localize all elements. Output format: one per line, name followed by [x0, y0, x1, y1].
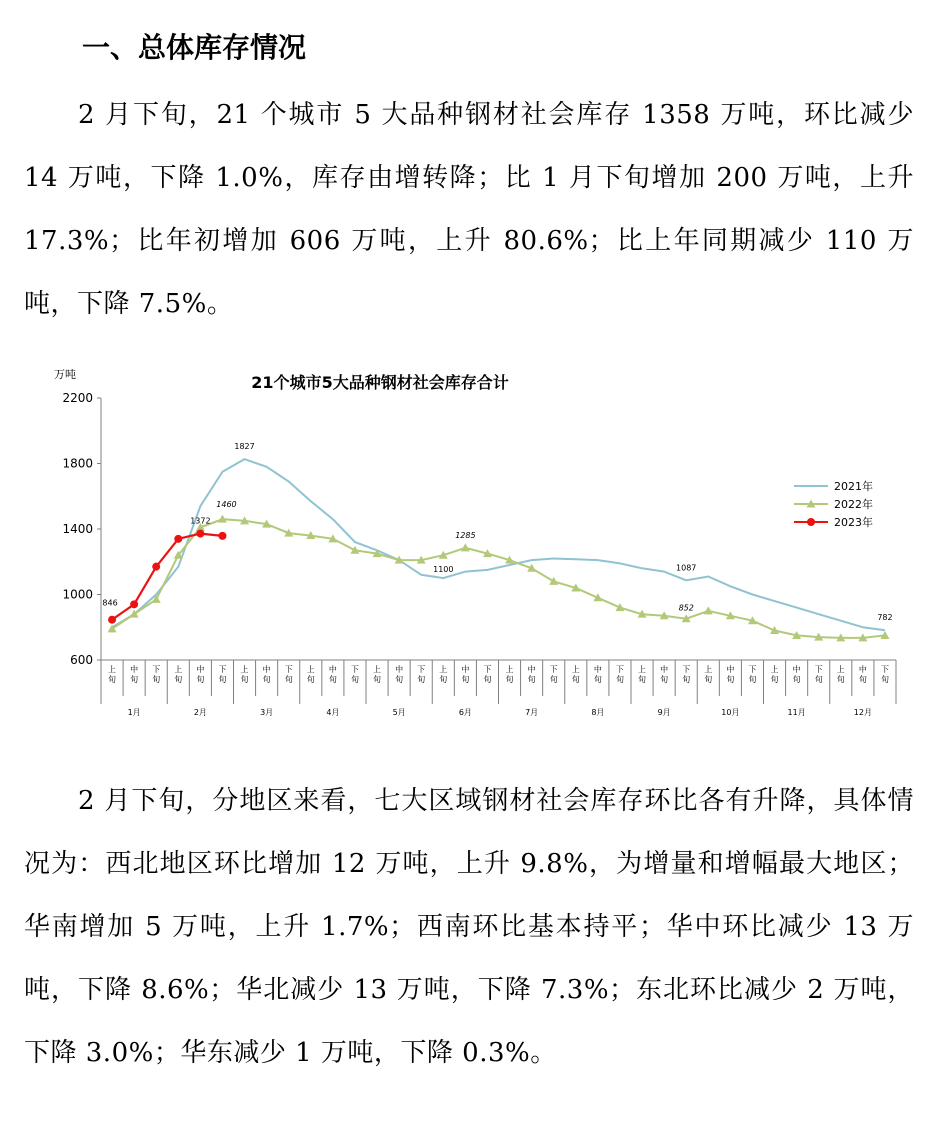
x-tick-label-period-char: 下	[615, 665, 624, 674]
chart-svg	[40, 360, 904, 732]
x-tick-label-period-char: 旬	[284, 675, 293, 684]
x-tick-label-period-char: 旬	[218, 675, 227, 684]
data-label: 782	[877, 613, 893, 623]
x-tick-label-period-char: 中	[792, 665, 801, 674]
x-tick-label-period-char: 旬	[350, 675, 359, 684]
x-tick-label-period-char: 中	[196, 665, 205, 674]
y-tick-label: 1800	[62, 456, 93, 471]
x-tick-label-period-char: 中	[395, 665, 404, 674]
x-tick-label-period-char: 上	[174, 665, 183, 674]
data-label: 846	[102, 598, 118, 608]
x-tick-label-period-char: 上	[240, 665, 249, 674]
x-tick-label-period-char: 下	[880, 665, 889, 674]
data-label: 852	[678, 603, 694, 613]
data-label: 1100	[433, 565, 454, 575]
x-tick-label-period-char: 旬	[328, 675, 337, 684]
x-tick-label-period-char: 旬	[196, 675, 205, 684]
x-tick-label-period-char: 旬	[814, 675, 823, 684]
x-tick-label-period-char: 中	[726, 665, 735, 674]
series-point-triangle	[549, 577, 558, 585]
paragraph-total-inventory: 2 月下旬，21 个城市 5 大品种钢材社会库存 1358 万吨，环比减少 14 万吨，下降 1.0%，库存由增转降；比 1 月下旬增加 200 万吨，上升 17.3%；比年初增加 606 万吨，上升 80.6%；比上年同期减少 110 万吨，下降 7.5%。	[24, 100, 914, 319]
x-tick-label-period-char: 旬	[880, 675, 889, 684]
x-tick-label-period-char: 中	[858, 665, 867, 674]
x-tick-label-period-char: 上	[704, 665, 713, 674]
x-tick-label-month: 1月	[127, 708, 141, 717]
x-tick-label-month: 12月	[853, 708, 872, 717]
x-tick-label-period-char: 旬	[593, 675, 602, 684]
x-tick-label-period-char: 旬	[571, 675, 580, 684]
series-line-1	[112, 516, 885, 638]
x-tick-label-month: 6月	[458, 708, 472, 717]
x-tick-label-period-char: 中	[527, 665, 536, 674]
x-tick-label-period-char: 旬	[858, 675, 867, 684]
x-tick-label-period-char: 下	[682, 665, 691, 674]
x-tick-label-period-char: 旬	[549, 675, 558, 684]
x-tick-label-period-char: 下	[350, 665, 359, 674]
x-tick-label-period-char: 旬	[615, 675, 624, 684]
x-tick-label-period-char: 旬	[748, 675, 757, 684]
x-tick-label-period-char: 下	[549, 665, 558, 674]
x-tick-label-period-char: 旬	[373, 675, 382, 684]
x-tick-label-period-char: 中	[262, 665, 271, 674]
x-tick-label-period-char: 旬	[174, 675, 183, 684]
series-point-triangle	[461, 543, 470, 551]
data-label: 1285	[455, 530, 476, 540]
x-tick-label-period-char: 旬	[682, 675, 691, 684]
series-line-0	[112, 459, 885, 630]
x-tick-label-period-char: 旬	[152, 675, 161, 684]
x-tick-label-period-char: 下	[417, 665, 426, 674]
x-tick-label-period-char: 上	[505, 665, 514, 674]
x-tick-label-period-char: 中	[593, 665, 602, 674]
x-tick-label-period-char: 旬	[306, 675, 315, 684]
x-tick-label-month: 8月	[591, 708, 605, 717]
chart-canvas	[40, 360, 904, 732]
x-tick-label-period-char: 上	[836, 665, 845, 674]
x-tick-label-period-char: 中	[461, 665, 470, 674]
x-tick-label-period-char: 中	[130, 665, 139, 674]
x-tick-label-period-char: 旬	[240, 675, 249, 684]
y-axis-unit: 万吨	[54, 368, 76, 381]
data-label: 1827	[234, 442, 255, 452]
x-tick-label-period-char: 下	[284, 665, 293, 674]
x-tick-label-month: 2月	[193, 708, 207, 717]
inventory-line-chart	[40, 360, 904, 732]
x-tick-label-period-char: 下	[483, 665, 492, 674]
x-tick-label-period-char: 旬	[262, 675, 271, 684]
x-tick-label-period-char: 上	[373, 665, 382, 674]
x-tick-label-period-char: 下	[218, 665, 227, 674]
x-tick-label-period-char: 旬	[395, 675, 404, 684]
x-tick-label-month: 5月	[392, 708, 406, 717]
x-tick-label-period-char: 下	[814, 665, 823, 674]
data-label: 1372	[190, 516, 211, 526]
data-label: 1460	[216, 500, 237, 510]
legend-label: 2021年	[834, 480, 873, 493]
x-tick-label-period-char: 旬	[461, 675, 470, 684]
x-tick-label-period-char: 旬	[704, 675, 713, 684]
legend-label: 2022年	[834, 498, 873, 511]
chart-title: 21个城市5大品种钢材社会库存合计	[251, 373, 509, 392]
y-tick-label: 1000	[62, 587, 93, 602]
x-tick-label-month: 4月	[326, 708, 340, 717]
x-tick-label-period-char: 旬	[660, 675, 669, 684]
series-point-triangle	[704, 606, 713, 614]
x-tick-label-month: 9月	[657, 708, 671, 717]
series-point-circle	[130, 600, 138, 608]
x-tick-label-month: 10月	[721, 708, 740, 717]
x-tick-label-period-char: 上	[638, 665, 647, 674]
y-tick-label: 1400	[62, 522, 93, 536]
x-tick-label-period-char: 旬	[483, 675, 492, 684]
series-point-circle	[108, 616, 116, 624]
series-point-circle	[196, 530, 204, 538]
x-tick-label-period-char: 旬	[439, 675, 448, 684]
x-tick-label-month: 3月	[260, 708, 274, 717]
series-point-circle	[218, 532, 226, 540]
section-heading: 一、总体库存情况	[82, 31, 307, 64]
x-tick-label-period-char: 旬	[417, 675, 426, 684]
x-tick-label-period-char: 旬	[770, 675, 779, 684]
x-tick-label-month: 7月	[525, 708, 539, 717]
x-tick-label-period-char: 上	[108, 665, 117, 674]
x-tick-label-period-char: 中	[328, 665, 337, 674]
series-point-circle	[174, 535, 182, 543]
x-tick-label-period-char: 上	[571, 665, 580, 674]
x-tick-label-period-char: 旬	[836, 675, 845, 684]
x-tick-label-period-char: 中	[660, 665, 669, 674]
y-tick-label: 2200	[62, 391, 93, 405]
x-tick-label-period-char: 下	[152, 665, 161, 674]
x-tick-label-period-char: 旬	[108, 675, 117, 684]
x-tick-label-period-char: 上	[439, 665, 448, 674]
paragraph-regional-inventory: 2 月下旬，分地区来看，七大区域钢材社会库存环比各有升降，具体情况为：西北地区环比增加 12 万吨，上升 9.8%，为增量和增幅最大地区；华南增加 5 万吨，上升 1.7%；西南环比基本持平；华中环比减少 13 万吨，下降 8.6%；华北减少 13 万吨，下降 7.3%；东北环比减少 2 万吨，下降 3.0%；华东减少 1 万吨，下降 0.3%。	[24, 786, 914, 1068]
x-tick-label-period-char: 旬	[505, 675, 514, 684]
x-tick-label-period-char: 旬	[130, 675, 139, 684]
x-tick-label-period-char: 上	[770, 665, 779, 674]
legend-swatch-marker	[807, 518, 815, 526]
x-tick-label-period-char: 旬	[527, 675, 536, 684]
x-tick-label-period-char: 旬	[726, 675, 735, 684]
x-tick-label-month: 11月	[787, 708, 806, 717]
data-label: 1087	[676, 563, 697, 573]
x-tick-label-period-char: 下	[748, 665, 757, 674]
legend-label: 2023年	[834, 516, 873, 529]
x-tick-label-period-char: 旬	[638, 675, 647, 684]
x-tick-label-period-char: 上	[306, 665, 315, 674]
y-tick-label: 600	[70, 653, 93, 667]
series-point-circle	[152, 563, 160, 571]
x-tick-label-period-char: 旬	[792, 675, 801, 684]
